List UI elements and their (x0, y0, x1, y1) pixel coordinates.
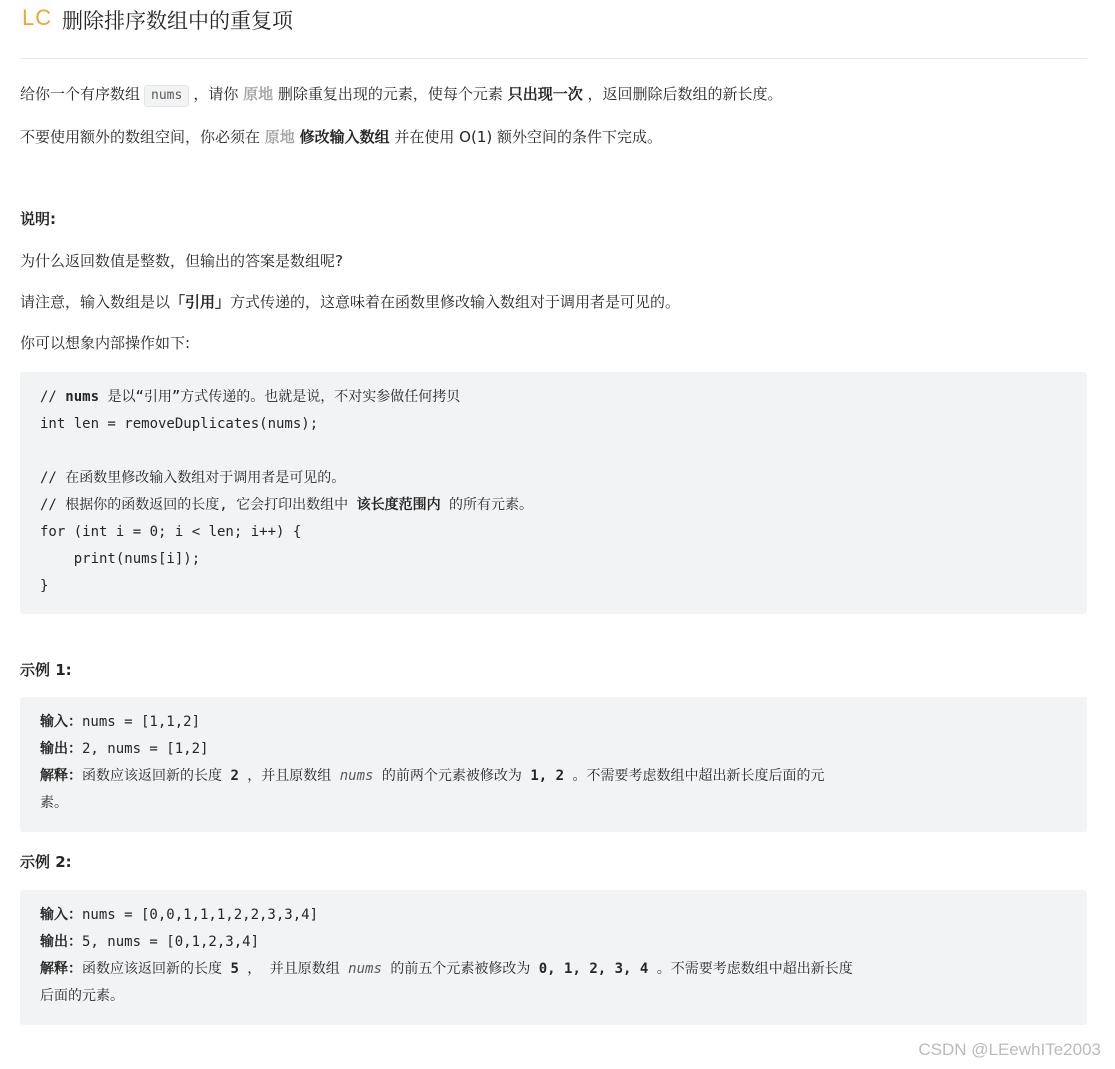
bold-text: 5 (230, 961, 239, 977)
text: 。不需要考虑数组中超出新长度后面的元 (564, 768, 825, 784)
example-input (40, 902, 1067, 929)
code-text: 的所有元素。 (440, 497, 534, 513)
text: ，返回删除后数组的新长度。 (587, 85, 783, 103)
text: 给你一个有序数组 (20, 85, 141, 103)
text: ，并且原数组 (238, 768, 340, 784)
output-value: 5, nums = [0,1,2,3,4] (82, 934, 260, 950)
example-1-label: 示例 1: (20, 661, 72, 679)
text: 请注意，输入数组是以 (20, 293, 171, 311)
code-line: int len = removeDuplicates(nums); (40, 416, 319, 432)
text: ， 并且原数组 (238, 961, 349, 977)
text: 并在使用 O(1) 额外空间的条件下完成。 (394, 128, 662, 146)
problem-header (20, 0, 1087, 59)
input-label: 输入： (40, 714, 82, 730)
explain-imagine: 你可以想象内部操作如下: (20, 334, 191, 352)
example-2-block (20, 890, 1087, 1025)
code-line (40, 384, 1067, 411)
text: 函数应该返回新的长度 (82, 768, 231, 784)
text: 。不需要考虑数组中超出新长度 (648, 961, 853, 977)
explain-question: 为什么返回数值是整数，但输出的答案是数组呢? (20, 252, 343, 270)
example-explanation-cont: 后面的元素。 (40, 988, 124, 1004)
text: ，请你 (193, 85, 239, 103)
bold-text: 2 (230, 768, 239, 784)
example-explanation (40, 956, 1067, 983)
inline-code-nums: nums (144, 85, 189, 107)
bold-text: 0, 1, 2, 3, 4 (538, 961, 649, 977)
input-value: nums = [1,1,2] (82, 714, 201, 730)
text: 方式传递的，这意味着在函数里修改输入数组对于调用者是可见的。 (230, 293, 681, 311)
code-line: print(nums[i]); (40, 551, 201, 567)
code-line: // 在函数里修改输入数组对于调用者是可见的。 (40, 470, 346, 486)
example-explanation-cont: 素。 (40, 795, 68, 811)
intro-paragraph-2 (20, 125, 662, 149)
bold-text: 1, 2 (530, 768, 565, 784)
code-text-bold: 该长度范围内 (356, 497, 441, 513)
output-value: 2, nums = [1,2] (82, 741, 209, 757)
italic-text: nums (339, 768, 374, 784)
lc-logo: LC (22, 5, 53, 30)
explain-note (20, 290, 680, 314)
code-block (20, 372, 1087, 614)
example-input (40, 709, 1067, 736)
highlight-text: 原地 (264, 128, 295, 146)
example-1-block (20, 697, 1087, 832)
csdn-watermark: CSDN @LEewhITe2003 (918, 1040, 1101, 1059)
text: 的前五个元素被修改为 (381, 961, 539, 977)
text: 不要使用额外的数组空间，你必须在 (20, 128, 261, 146)
code-text: 是以“引用”方式传递的。也就是说，不对实参做任何拷贝 (99, 389, 461, 405)
code-line: } (40, 578, 49, 594)
code-text: // (40, 389, 66, 405)
bold-text: 只出现一次 (507, 85, 583, 103)
bold-text: 「引用」 (170, 293, 231, 311)
explanation-label: 解释： (40, 961, 82, 977)
explain-label: 说明: (20, 210, 56, 228)
code-line (40, 438, 1067, 465)
output-label: 输出： (40, 741, 82, 757)
code-text: // 根据你的函数返回的长度, 它会打印出数组中 (40, 497, 357, 513)
explanation-label: 解释： (40, 768, 82, 784)
italic-text: nums (348, 961, 382, 977)
text: 函数应该返回新的长度 (82, 961, 231, 977)
page-title: 删除排序数组中的重复项 (62, 9, 293, 33)
code-line (40, 492, 1067, 519)
input-label: 输入： (40, 907, 82, 923)
code-line: for (int i = 0; i < len; i++) { (40, 524, 302, 540)
highlight-text: 原地 (243, 85, 274, 103)
intro-paragraph-1 (20, 82, 783, 107)
input-value: nums = [0,0,1,1,1,2,2,3,3,4] (82, 907, 319, 923)
example-output (40, 736, 1067, 763)
example-explanation (40, 763, 1067, 790)
output-label: 输出： (40, 934, 82, 950)
example-2-label: 示例 2: (20, 853, 72, 871)
text: 的前两个元素被修改为 (373, 768, 531, 784)
example-output (40, 929, 1067, 956)
text: 删除重复出现的元素，使每个元素 (277, 85, 503, 103)
bold-text: 修改输入数组 (299, 128, 390, 146)
code-text-bold: nums (65, 389, 100, 405)
